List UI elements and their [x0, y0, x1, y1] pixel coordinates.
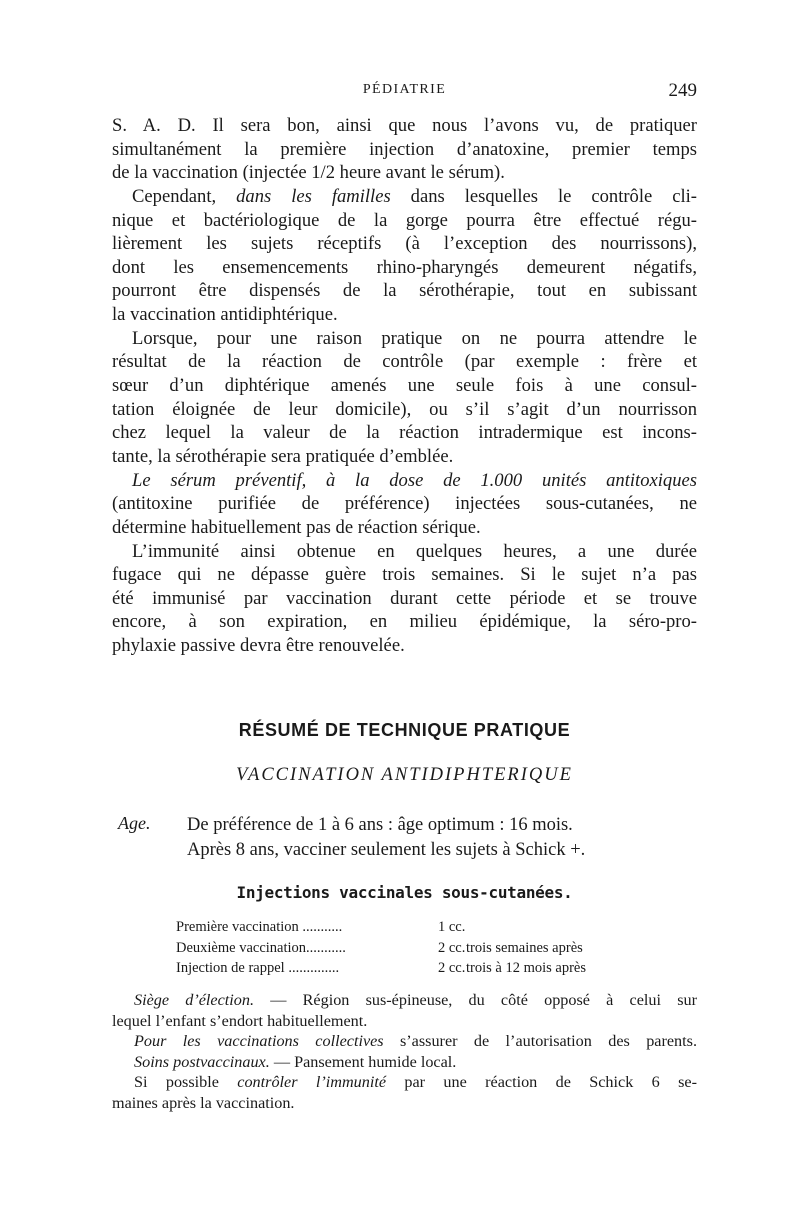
injection-dose: 2 cc. [438, 960, 466, 976]
text-line: sœur d’un diphtérique amenés une seule fois à une consul- [112, 375, 697, 397]
text-line: L’immunité ainsi obtenue en quelques heures, a une durée [132, 540, 697, 562]
text-line: tante, la sérothérapie sera pratiquée d’emblée. [112, 445, 454, 467]
table-row [176, 958, 586, 979]
text-line [112, 990, 697, 1011]
text-line: chez lequel la valeur de la réaction intradermique est incons- [112, 422, 697, 444]
italic-span: contrôler l’immunité [237, 1073, 387, 1092]
text-line: (antitoxine purifiée de préférence) injectées sous-cutanées, ne [112, 493, 697, 515]
text-span: dans lesquelles le contrôle cli- [390, 185, 697, 207]
text-line: encore, à son expiration, en milieu épidémique, la séro-pro- [112, 611, 697, 633]
page-number: 249 [668, 80, 697, 101]
text-line: fugace qui ne dépasse guère trois semaines. Si le sujet n’a pas [112, 564, 697, 586]
text-line [112, 1031, 697, 1052]
text-line: simultanément la première injection d’anatoxine, premier temps [112, 138, 697, 160]
injection-name: Deuxième vaccination........... [176, 939, 346, 956]
text-line [112, 1072, 697, 1093]
text-span: — Région sus-épineuse, du côté opposé à celui sur [254, 991, 697, 1009]
text-line [112, 185, 697, 209]
italic-span: Pour les vaccinations collectives [134, 1032, 384, 1051]
age-text [187, 813, 697, 863]
injection-dose: 2 cc. [438, 939, 466, 956]
table-row [176, 917, 586, 938]
text-line: Lorsque, pour une raison pratique on ne pourra attendre le [132, 327, 697, 349]
injection-timing: trois semaines après [466, 939, 583, 956]
text-line [112, 1052, 697, 1073]
injection-timing: trois à 12 mois après [466, 960, 587, 976]
injections-heading: Injections vaccinales sous-cutanées. [236, 883, 573, 902]
text-span: Cependant, [132, 185, 237, 207]
table-row [176, 938, 586, 959]
injections-table [176, 917, 586, 979]
injection-dose: 1 cc. [438, 919, 466, 935]
text-line: lièrement les sujets réceptifs (à l’exception des nourrissons), [112, 233, 697, 255]
practical-notes [112, 990, 697, 1114]
text-line: de la vaccination (injectée 1/2 heure avant le sérum). [112, 162, 505, 184]
text-line: été immunisé par vaccination durant cette période et se trouve [112, 587, 697, 609]
text-span: — Pansement humide local. [269, 1052, 457, 1071]
age-label: Age. [118, 813, 151, 833]
text-line [112, 469, 697, 493]
text-line: phylaxie passive devra être renouvelée. [112, 635, 405, 657]
injection-name: Première vaccination ........... [176, 919, 343, 935]
text-span: par une réaction de Schick 6 se- [386, 1073, 697, 1092]
text-line: tation éloignée de leur domicile), ou s’il s’agit d’un nourrisson [112, 398, 697, 420]
section-heading: RÉSUMÉ DE TECHNIQUE PRATIQUE [238, 720, 571, 740]
text-line: S. A. D. Il sera bon, ainsi que nous l’avons vu, de pratiquer [112, 115, 697, 136]
text-line: maines après la vaccination. [112, 1093, 295, 1112]
text-line: détermine habituellement pas de réaction sérique. [112, 516, 481, 538]
text-line: lequel l’enfant s’endort habituellement. [112, 1011, 368, 1030]
italic-span: Soins postvaccinaux. [134, 1052, 270, 1071]
text-line: la vaccination antidiphtérique. [112, 304, 338, 326]
text-span: s’assurer de l’autorisation des parents. [383, 1032, 697, 1051]
running-head [112, 80, 697, 102]
body-text [112, 114, 697, 658]
italic-span: Siège d’élection. [134, 991, 255, 1009]
running-title: PÉDIATRIE [362, 82, 447, 97]
text-line: pourront être dispensés de la sérothérapie, tout en subissant [112, 280, 697, 302]
text-line: De préférence de 1 à 6 ans : âge optimum : 16 mois. [187, 815, 573, 835]
text-line: résultat de la réaction de contrôle (par exemple : frère et [112, 351, 697, 373]
italic-span: Le sérum préventif, à la dose de 1.000 unités antitoxiques [132, 469, 697, 491]
italic-span: dans les familles [236, 185, 391, 207]
text-line: dont les ensemencements rhino-pharyngés demeurent négatifs, [112, 256, 697, 278]
section-subheading: VACCINATION ANTIDIPHTERIQUE [236, 765, 573, 785]
text-span: Si possible [134, 1073, 238, 1092]
text-line: Après 8 ans, vacciner seulement les sujets à Schick +. [187, 840, 586, 860]
text-line: nique et bactériologique de la gorge pourra être effectué régu- [112, 209, 697, 231]
injection-name: Injection de rappel .............. [176, 960, 340, 976]
